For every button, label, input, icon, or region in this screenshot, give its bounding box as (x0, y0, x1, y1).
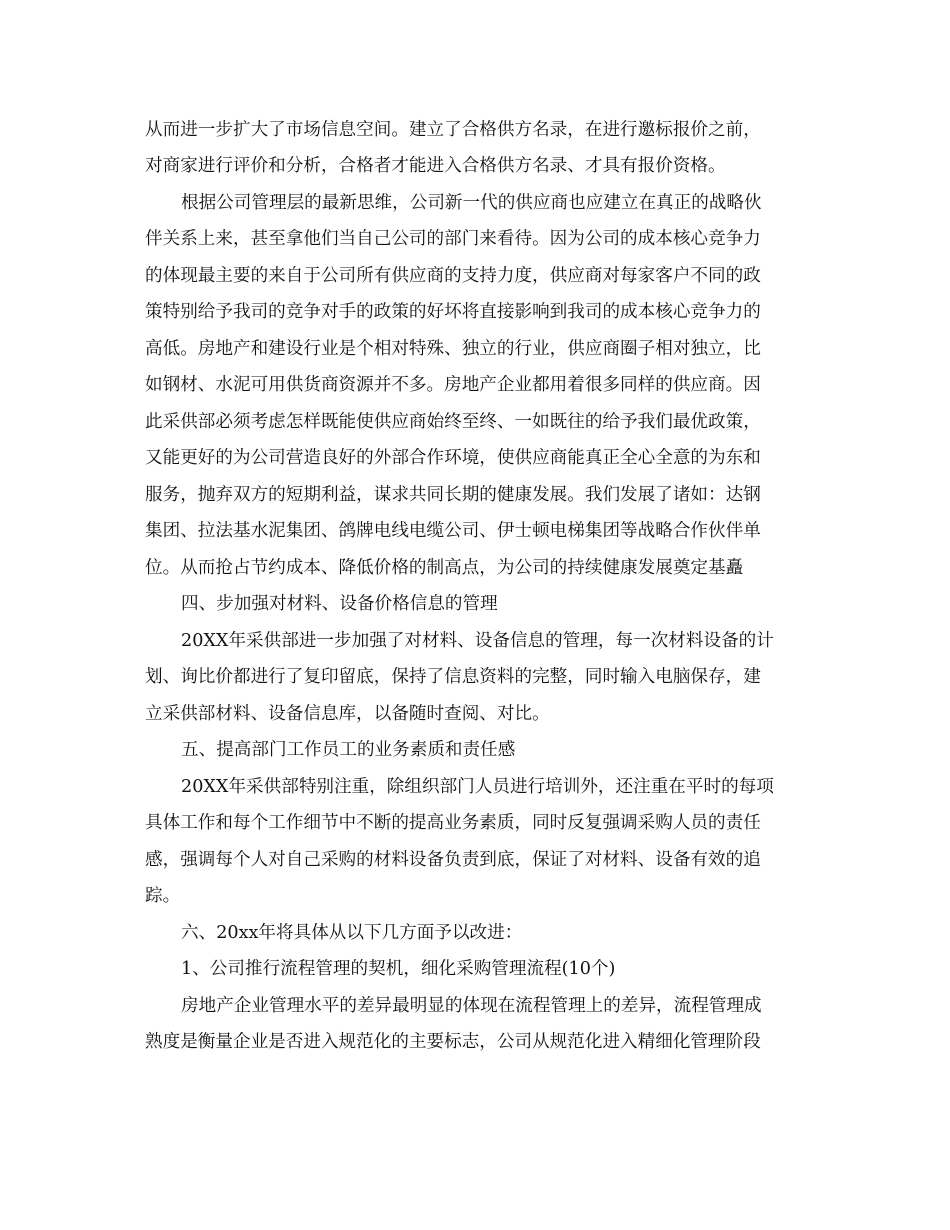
text-line: 集团、拉法基水泥集团、鸽牌电线电缆公司、伊士顿电梯集团等战略合作伙伴单 (145, 521, 761, 541)
text-line: 踪。 (145, 886, 181, 906)
paragraph-first-line: 房地产企业管理水平的差异最明显的体现在流程管理上的差异，流程管理成 (181, 996, 762, 1016)
paragraph-first-line: 20XX年采供部进一步加强了对材料、设备信息的管理，每一次材料设备的计 (181, 631, 774, 651)
paragraph-first-line: 20XX年采供部特别注重，除组织部门人员进行培训外，还注重在平时的每项 (181, 777, 774, 797)
section-heading: 六、20xx年将具体从以下几方面予以改进： (181, 923, 523, 943)
text-line: 位。从而抢占节约成本、降低价格的制高点，为公司的持续健康发展奠定基矗 (145, 558, 744, 578)
text-line: 此采供部必须考虑怎样既能使供应商始终至终、一如既往的给予我们最优政策， (145, 412, 761, 432)
text-line: 划、询比价都进行了复印留底，保持了信息资料的完整，同时输入电脑保存，建 (145, 667, 761, 687)
text-line: 从而进一步扩大了市场信息空间。建立了合格供方名录，在进行邀标报价之前， (145, 120, 761, 140)
text-line: 对商家进行评价和分析，合格者才能进入合格供方名录、才具有报价资格。 (145, 156, 726, 176)
paragraph-first-line: 根据公司管理层的最新思维，公司新一代的供应商也应建立在真正的战略伙 (181, 193, 762, 213)
text-line: 感，强调每个人对自己采购的材料设备负责到底，保证了对材料、设备有效的追 (145, 850, 761, 870)
text-line: 策特别给予我司的竞争对手的政策的好坏将直接影响到我司的成本核心竞争力的 (145, 302, 761, 322)
text-line: 高低。房地产和建设行业是个相对特殊、独立的行业，供应商圈子相对独立，比 (145, 339, 761, 359)
text-line: 又能更好的为公司营造良好的外部合作环境，使供应商能真正全心全意的为东和 (145, 448, 761, 468)
section-heading: 五、提高部门工作员工的业务素质和责任感 (181, 740, 516, 760)
text-line: 如钢材、水泥可用供货商资源并不多。房地产企业都用着很多同样的供应商。因 (145, 375, 761, 395)
text-line: 服务，抛弃双方的短期利益，谋求共同长期的健康发展。我们发展了诸如：达钢 (145, 485, 761, 505)
section-heading: 四、步加强对材料、设备价格信息的管理 (181, 594, 498, 614)
text-line: 伴关系上来，甚至拿他们当自己公司的部门来看待。因为公司的成本核心竞争力 (145, 229, 761, 249)
text-line: 的体现最主要的来自于公司所有供应商的支持力度，供应商对每家客户不同的政 (145, 266, 761, 286)
text-line: 立采供部材料、设备信息库，以备随时查阅、对比。 (145, 704, 550, 724)
text-line: 熟度是衡量企业是否进入规范化的主要标志，公司从规范化进入精细化管理阶段 (145, 1032, 761, 1052)
subsection-heading: 1、公司推行流程管理的契机，细化采购管理流程(10个) (181, 959, 616, 979)
text-line: 具体工作和每个工作细节中不断的提高业务素质，同时反复强调采购人员的责任 (145, 813, 761, 833)
